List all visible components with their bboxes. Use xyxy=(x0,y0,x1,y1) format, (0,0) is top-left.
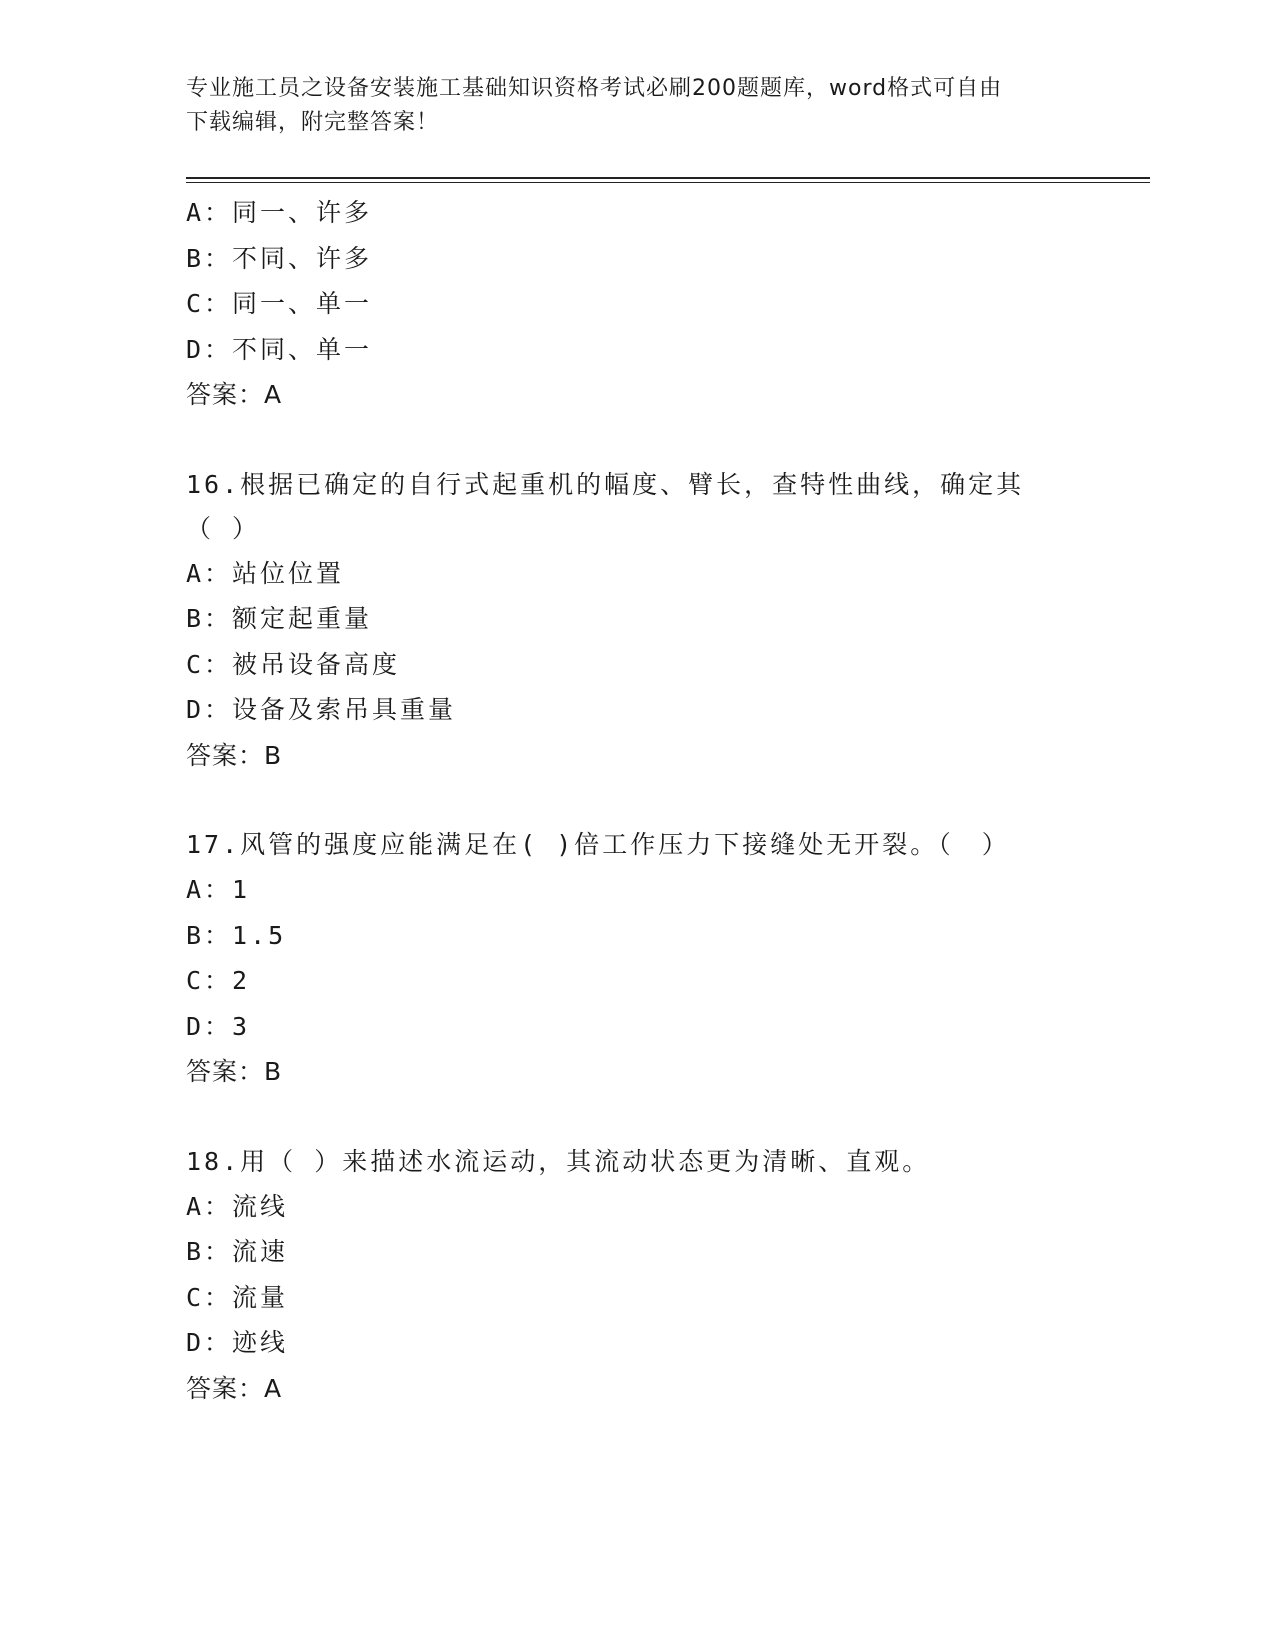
option-a: A：站位位置 xyxy=(186,558,345,588)
option-b: B：不同、许多 xyxy=(186,243,373,273)
option-d: D：迹线 xyxy=(186,1328,289,1357)
question-16 xyxy=(186,463,1086,779)
option-c: C：流量 xyxy=(186,1282,289,1312)
option-b: B：1.5 xyxy=(186,920,287,950)
header-line-2: 下载编辑，附完整答案！ xyxy=(186,110,440,135)
header-line-1: 专业施工员之设备安装施工基础知识资格考试必刷200题题库，word格式可自由 xyxy=(186,76,1003,101)
answer-line: 答案：A xyxy=(186,1373,283,1403)
question-17 xyxy=(186,823,1086,1095)
option-a: A：流线 xyxy=(186,1191,289,1221)
option-d: D：不同、单一 xyxy=(186,334,373,364)
option-d: D：3 xyxy=(186,1011,251,1041)
question-15-tail xyxy=(186,190,1086,418)
option-b: B：流速 xyxy=(186,1237,289,1266)
option-c: C：同一、单一 xyxy=(186,289,373,318)
question-18 xyxy=(186,1140,1086,1412)
answer-line: 答案：A xyxy=(186,380,283,409)
question-list xyxy=(186,190,1086,1411)
question-text: 16.根据已确定的自行式起重机的幅度、臂长，查特性曲线，确定其（ ） xyxy=(186,469,1025,543)
option-c: C：2 xyxy=(186,966,251,995)
header-rule-thick xyxy=(186,177,1150,179)
question-text: 18.用（ ）来描述水流运动，其流动状态更为清晰、直观。 xyxy=(186,1146,931,1176)
option-c: C：被吊设备高度 xyxy=(186,649,401,679)
option-d: D：设备及索吊具重量 xyxy=(186,695,457,724)
header-rule-thin xyxy=(186,182,1150,183)
question-text: 17.风管的强度应能满足在( )倍工作压力下接缝处无开裂。（ ） xyxy=(186,830,1010,859)
answer-line: 答案：B xyxy=(186,1057,283,1086)
option-b: B：额定起重量 xyxy=(186,604,373,633)
answer-line: 答案：B xyxy=(186,740,283,770)
option-a: A：1 xyxy=(186,875,251,904)
option-a: A：同一、许多 xyxy=(186,198,373,227)
document-header xyxy=(186,72,1086,140)
